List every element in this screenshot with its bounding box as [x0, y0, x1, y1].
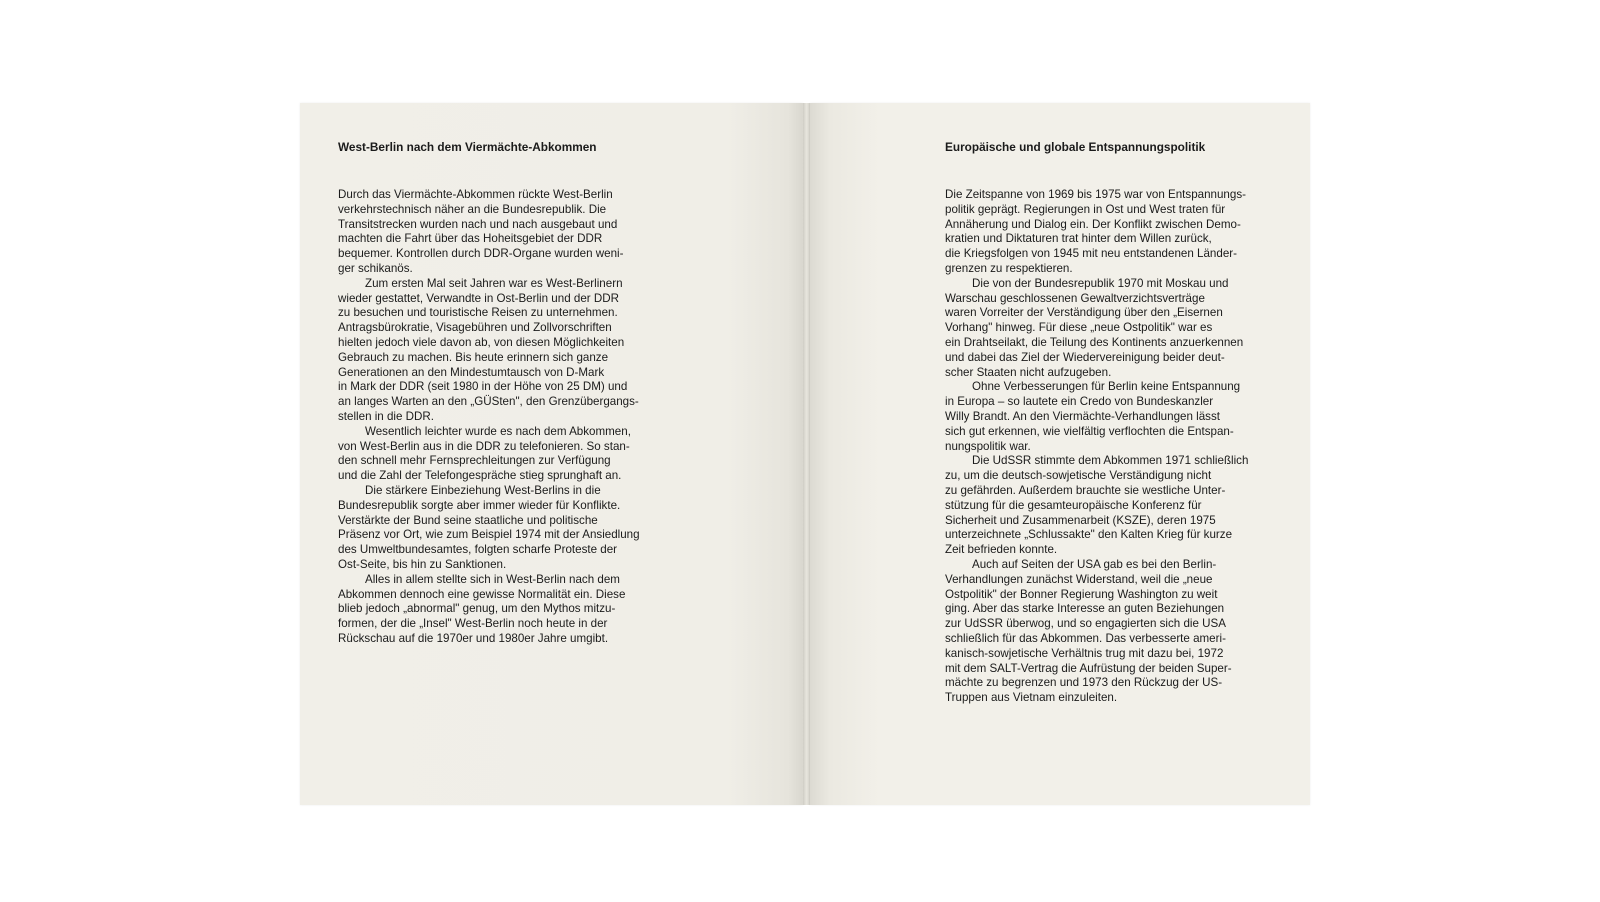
- text-line: Zum ersten Mal seit Jahren war es West-Berlinern: [365, 276, 623, 290]
- text-line: den schnell mehr Fernsprechleitungen zur Verfügung: [338, 454, 611, 468]
- text-line: ein Drahtseilakt, die Teilung des Kontinents anzuerkennen: [945, 335, 1244, 349]
- text-line: politik geprägt. Regierungen in Ost und West traten für: [945, 202, 1226, 216]
- text-line: Verstärkte der Bund seine staatliche und politische: [338, 513, 598, 527]
- text-line: Ostpolitik" der Bonner Regierung Washington zu weit: [945, 587, 1218, 601]
- text-line: mächte zu begrenzen und 1973 den Rückzug der US-: [945, 676, 1223, 690]
- left-page-text: [338, 140, 668, 647]
- text-line: grenzen zu respektieren.: [945, 261, 1073, 275]
- text-line: an langes Warten an den „GÜSten", den Grenzübergangs-: [338, 395, 639, 409]
- text-line: Antragsbürokratie, Visagebühren und Zollvorschriften: [338, 321, 612, 335]
- paragraph: [945, 558, 1275, 706]
- text-line: und dabei das Ziel der Wiedervereinigung beider deut-: [945, 350, 1225, 364]
- text-line: von West-Berlin aus in die DDR zu telefonieren. So stan-: [338, 439, 630, 453]
- paragraph: [945, 277, 1275, 381]
- paragraph: [338, 573, 668, 647]
- paragraph: [338, 277, 668, 425]
- text-line: wieder gestattet, Verwandte in Ost-Berlin und der DDR: [338, 291, 619, 305]
- text-line: bequemer. Kontrollen durch DDR-Organe wurden weni-: [338, 247, 624, 261]
- text-line: Transitstrecken wurden nach und nach ausgebaut und: [338, 217, 618, 231]
- right-page: [810, 103, 1310, 805]
- paragraph: [945, 454, 1275, 558]
- left-page-heading: West-Berlin nach dem Viermächte-Abkommen: [338, 140, 597, 154]
- text-line: Willy Brandt. An den Viermächte-Verhandlungen lässt: [945, 409, 1220, 423]
- text-line: scher Staaten nicht aufzugeben.: [945, 365, 1112, 379]
- book-gutter: [803, 103, 810, 805]
- text-line: Ost-Seite, bis hin zu Sanktionen.: [338, 557, 507, 571]
- text-line: Die stärkere Einbeziehung West-Berlins in die: [365, 483, 601, 497]
- text-line: Alles in allem stellte sich in West-Berlin nach dem: [365, 572, 620, 586]
- text-line: verkehrstechnisch näher an die Bundesrepublik. Die: [338, 202, 607, 216]
- text-line: stellen in die DDR.: [338, 409, 435, 423]
- text-line: machten die Fahrt über das Hoheitsgebiet der DDR: [338, 232, 603, 246]
- text-line: waren Vorreiter der Verständigung über den „Eisernen: [945, 306, 1223, 320]
- paragraph: [338, 484, 668, 573]
- text-line: zu, um die deutsch-sowjetische Verständigung nicht: [945, 469, 1212, 483]
- paragraph: [945, 380, 1275, 454]
- text-line: Wesentlich leichter wurde es nach dem Abkommen,: [365, 424, 631, 438]
- text-line: Die Zeitspanne von 1969 bis 1975 war von Entspannungs-: [945, 188, 1246, 201]
- text-line: zu gefährden. Außerdem brauchte sie westliche Unter-: [945, 483, 1226, 497]
- text-line: Zeit befrieden konnte.: [945, 543, 1058, 557]
- right-page-heading: Europäische und globale Entspannungspolitik: [945, 140, 1206, 154]
- text-line: Annäherung und Dialog ein. Der Konflikt zwischen Demo-: [945, 217, 1241, 231]
- text-line: die Kriegsfolgen von 1945 mit neu entstandenen Länder-: [945, 247, 1237, 261]
- text-line: mit dem SALT-Vertrag die Aufrüstung der beiden Super-: [945, 661, 1232, 675]
- text-line: hielten jedoch viele davon ab, von diesen Möglichkeiten: [338, 335, 625, 349]
- text-line: Gebrauch zu machen. Bis heute erinnern sich ganze: [338, 350, 609, 364]
- text-line: kratien und Diktaturen trat hinter dem Willen zurück,: [945, 232, 1212, 246]
- text-line: ging. Aber das starke Interesse an guten Beziehungen: [945, 602, 1225, 616]
- text-line: Generationen an den Mindestumtausch von D-Mark: [338, 365, 605, 379]
- text-line: Warschau geschlossenen Gewaltverzichtsverträge: [945, 291, 1205, 305]
- paragraph: [338, 188, 668, 277]
- text-line: Die von der Bundesrepublik 1970 mit Moskau und: [972, 276, 1229, 290]
- text-line: zu besuchen und touristische Reisen zu unternehmen.: [338, 306, 618, 320]
- text-line: sich gut erkennen, wie vielfältig verflochten die Entspan-: [945, 424, 1234, 438]
- text-line: Verhandlungen zunächst Widerstand, weil die „neue: [945, 572, 1213, 586]
- text-line: in Mark der DDR (seit 1980 in der Höhe von 25 DM) und: [338, 380, 628, 394]
- text-line: nungspolitik war.: [945, 439, 1031, 453]
- right-page-text: [945, 140, 1275, 706]
- text-line: stützung für die gesamteuropäische Konferenz für: [945, 498, 1202, 512]
- paragraph: [338, 425, 668, 484]
- text-line: blieb jedoch „abnormal" genug, um den Mythos mitzu-: [338, 602, 616, 616]
- text-line: Vorhang" hinweg. Für diese „neue Ostpolitik" war es: [945, 321, 1213, 335]
- text-line: kanisch-sowjetische Verhältnis trug mit dazu bei, 1972: [945, 646, 1224, 660]
- text-line: unterzeichnete „Schlussakte" den Kalten Krieg für kurze: [945, 528, 1233, 542]
- text-line: Sicherheit und Zusammenarbeit (KSZE), deren 1975: [945, 513, 1216, 527]
- text-line: Abkommen dennoch eine gewisse Normalität ein. Diese: [338, 587, 626, 601]
- text-line: in Europa – so lautete ein Credo von Bundeskanzler: [945, 395, 1214, 409]
- left-page: [300, 103, 803, 805]
- text-line: Auch auf Seiten der USA gab es bei den Berlin-: [972, 557, 1217, 571]
- text-line: Rückschau auf die 1970er und 1980er Jahre umgibt.: [338, 631, 609, 645]
- text-line: und die Zahl der Telefongespräche stieg sprunghaft an.: [338, 469, 622, 483]
- paragraph: [945, 188, 1275, 277]
- text-line: Ohne Verbesserungen für Berlin keine Entspannung: [972, 380, 1241, 394]
- text-line: formen, der die „Insel" West-Berlin noch heute in der: [338, 617, 608, 631]
- text-line: Die UdSSR stimmte dem Abkommen 1971 schließlich: [972, 454, 1249, 468]
- text-line: ger schikanös.: [338, 261, 413, 275]
- text-line: schließlich für das Abkommen. Das verbesserte ameri-: [945, 631, 1226, 645]
- text-line: Präsenz vor Ort, wie zum Beispiel 1974 mit der Ansiedlung: [338, 528, 640, 542]
- book-spread: [300, 103, 1310, 805]
- text-line: zur UdSSR überwog, und so engagierten sich die USA: [945, 617, 1226, 631]
- text-line: Bundesrepublik sorgte aber immer wieder für Konflikte.: [338, 498, 621, 512]
- text-line: des Umweltbundesamtes, folgten scharfe Proteste der: [338, 543, 618, 557]
- text-line: Truppen aus Vietnam einzuleiten.: [945, 691, 1118, 705]
- left-page-body: [338, 188, 668, 647]
- right-page-body: [945, 188, 1275, 706]
- text-line: Durch das Viermächte-Abkommen rückte West-Berlin: [338, 188, 613, 201]
